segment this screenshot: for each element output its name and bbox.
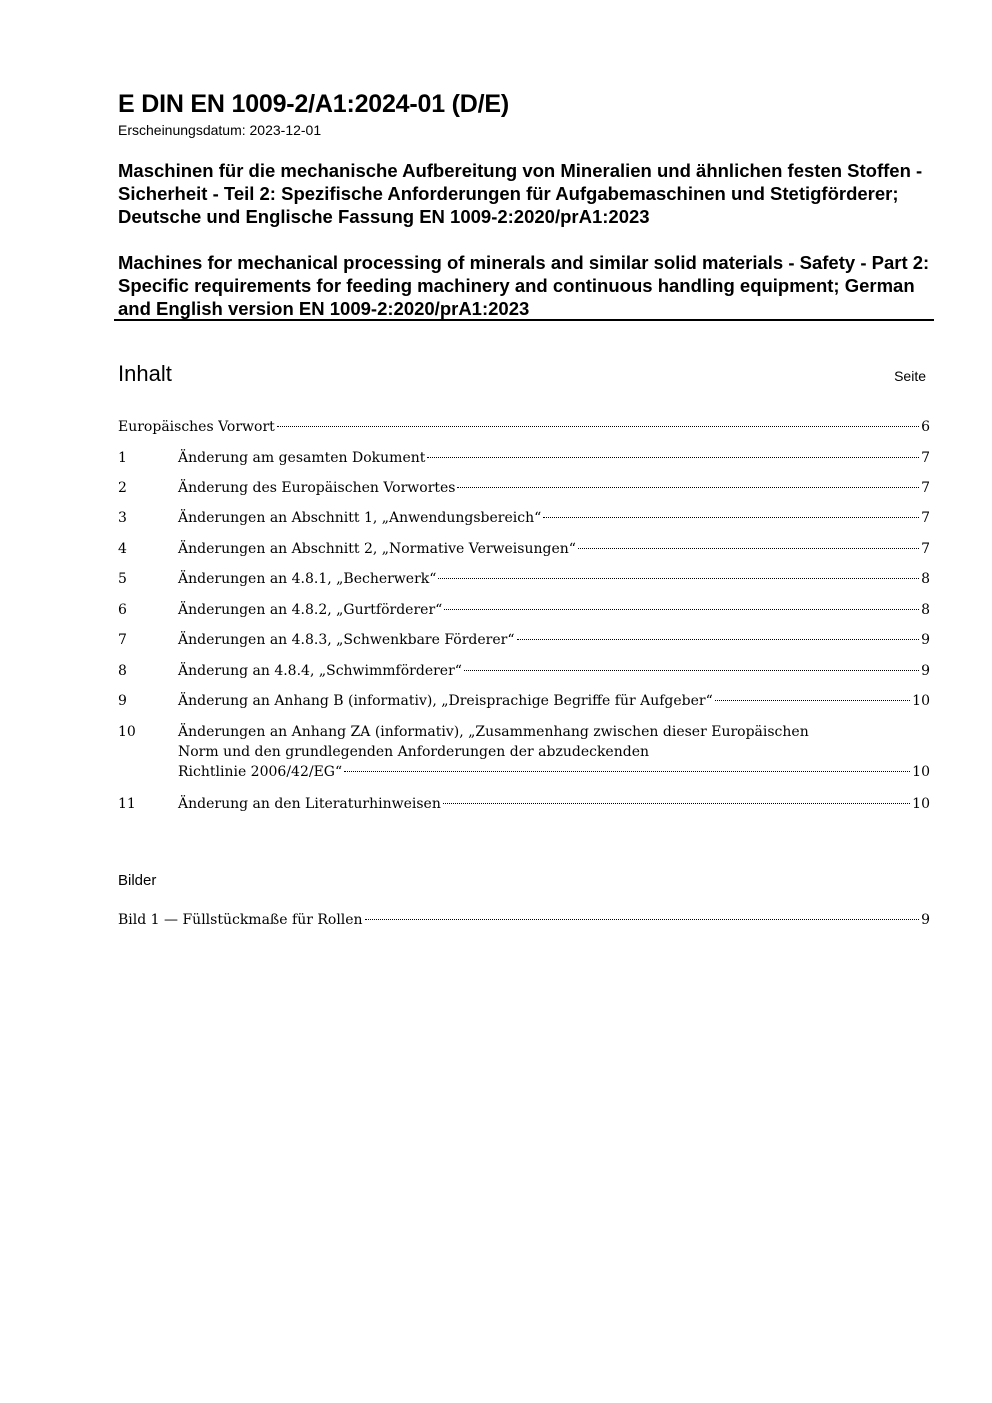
toc-entry-title: Änderungen an 4.8.3, „Schwenkbare Förderer“: [178, 632, 515, 648]
toc-entry-number: 4: [118, 541, 127, 557]
toc-entry-number: 3: [118, 510, 127, 526]
dot-leader: [517, 639, 920, 640]
toc-entry-number: 8: [118, 663, 127, 679]
toc-entry-title: Änderungen an Abschnitt 2, „Normative Verweisungen“: [178, 541, 576, 557]
toc-entry-title-continued: Richtlinie 2006/42/EG“: [178, 764, 343, 780]
dot-leader: [344, 771, 910, 772]
toc-entry-page: 7: [921, 510, 930, 526]
toc-entry[interactable]: [118, 539, 930, 559]
title-german: Maschinen für die mechanische Aufbereitung von Mineralien und ähnlichen festen Stoffen - Sicherheit - Teil 2: Spezifische Anforderungen für Aufgabemaschinen und Stetigförderer; Deutsche und Englische Fassung EN 1009-2:2020/prA1:2023: [118, 160, 923, 227]
toc-entry-title: Änderung an den Literaturhinweisen: [178, 796, 441, 812]
toc-entry-title: Änderung an Anhang B (informativ), „Dreisprachige Begriffe für Aufgeber“: [178, 693, 713, 709]
toc-entry[interactable]: [118, 661, 930, 681]
toc-entry[interactable]: [118, 569, 930, 589]
title-english: Machines for mechanical processing of minerals and similar solid materials - Safety - Part 2: Specific requirements for feeding machinery and continuous handling equipment; German and English version EN 1009-2:2020/prA1:2023: [118, 252, 930, 319]
dot-leader: [365, 919, 920, 920]
toc-entry-number: 11: [118, 796, 136, 812]
toc-entry-title: Änderung an 4.8.4, „Schwimmförderer“: [178, 663, 462, 679]
dot-leader: [277, 426, 919, 427]
toc-entry[interactable]: [118, 794, 930, 814]
dot-leader: [444, 609, 919, 610]
dot-leader: [427, 457, 919, 458]
toc-entry-page: 10: [912, 693, 930, 709]
toc-entry-title: Änderung des Europäischen Vorwortes: [178, 480, 456, 496]
publication-date: Erscheinungsdatum: 2023-12-01: [118, 122, 322, 138]
toc-entry-number: 7: [118, 632, 127, 648]
document-id: E DIN EN 1009-2/A1:2024-01 (D/E): [118, 90, 509, 118]
dot-leader: [438, 578, 919, 579]
dot-leader: [464, 670, 919, 671]
toc-entry-page: 9: [921, 663, 930, 679]
toc-entry[interactable]: [118, 600, 930, 620]
toc-entry-title: Änderungen an Anhang ZA (informativ), „Zusammenhang zwischen dieser Europäischen: [178, 724, 809, 740]
toc-entry-number: 1: [118, 450, 127, 466]
toc-entry-page: 7: [921, 541, 930, 557]
toc-entry[interactable]: [118, 722, 930, 782]
toc-entry[interactable]: [118, 417, 930, 437]
toc-entry-title-continued: Norm und den grundlegenden Anforderungen der abzudeckenden: [178, 744, 649, 760]
toc-entry-number: 9: [118, 693, 127, 709]
toc-entry[interactable]: [118, 508, 930, 528]
title-divider: [114, 319, 934, 321]
toc-entry-page: 10: [912, 796, 930, 812]
page-column-label: Seite: [894, 368, 926, 384]
figure-entry[interactable]: [118, 910, 930, 930]
toc-entry-number: 2: [118, 480, 127, 496]
toc-entry-title: Änderung am gesamten Dokument: [178, 450, 426, 466]
dot-leader: [543, 517, 919, 518]
dot-leader: [457, 487, 919, 488]
toc-entry-title: Änderungen an 4.8.2, „Gurtförderer“: [178, 602, 443, 618]
figure-entry-page: 9: [921, 912, 930, 928]
toc-entry-page: 9: [921, 632, 930, 648]
toc-entry-number: 6: [118, 602, 127, 618]
toc-entry-page: 8: [921, 602, 930, 618]
toc-entry[interactable]: [118, 478, 930, 498]
toc-entry-title: Änderungen an Abschnitt 1, „Anwendungsbereich“: [178, 510, 542, 526]
toc-entry-number: 5: [118, 571, 127, 587]
dot-leader: [578, 548, 919, 549]
toc-heading: Inhalt: [118, 361, 172, 386]
toc-entry-title: Änderungen an 4.8.1, „Becherwerk“: [178, 571, 437, 587]
figure-entry-title: Bild 1 — Füllstückmaße für Rollen: [118, 912, 363, 928]
toc-entry-page: 6: [921, 419, 930, 435]
toc-entry[interactable]: [118, 691, 930, 711]
toc-entry[interactable]: [118, 630, 930, 650]
dot-leader: [715, 700, 910, 701]
toc-entry-page: 8: [921, 571, 930, 587]
toc-entry-title: Europäisches Vorwort: [118, 419, 275, 435]
toc-entry[interactable]: [118, 448, 930, 468]
toc-entry-page: 10: [912, 764, 930, 780]
toc-entry-number: 10: [118, 724, 136, 740]
toc-entry-page: 7: [921, 450, 930, 466]
dot-leader: [443, 803, 910, 804]
toc-entry-page: 7: [921, 480, 930, 496]
figures-heading: Bilder: [118, 872, 157, 889]
